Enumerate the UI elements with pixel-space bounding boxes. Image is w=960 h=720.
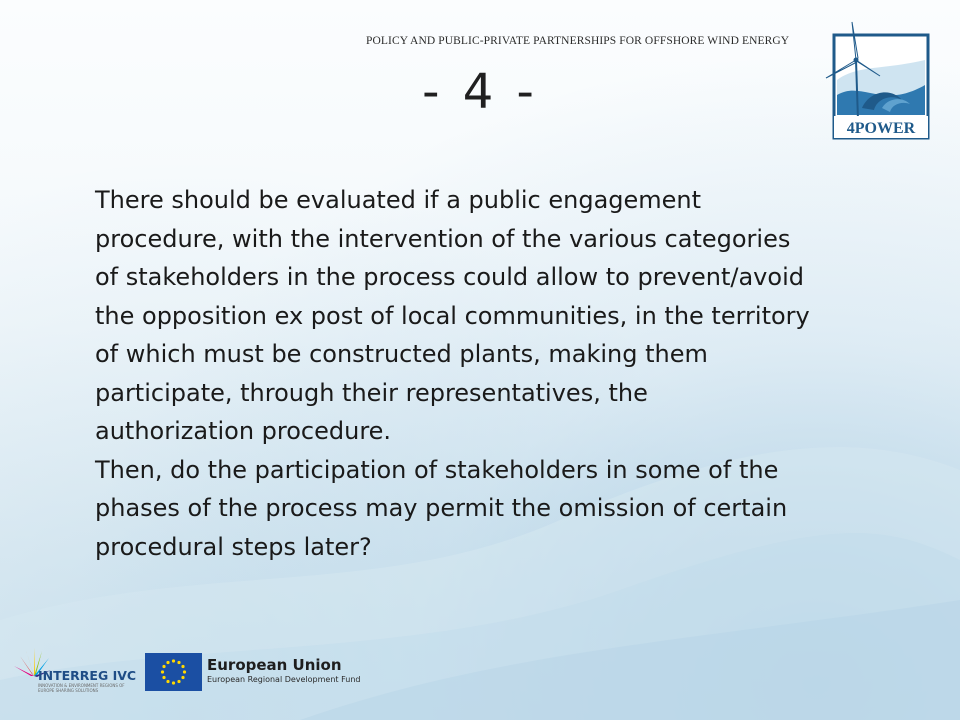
text-line: of stakeholders in the process could allow to prevent/avoid (95, 263, 804, 291)
header-title: POLICY AND PUBLIC-PRIVATE PARTNERSHIPS FOR OFFSHORE WIND ENERGY (366, 35, 790, 47)
eu-flag-icon (145, 653, 202, 691)
eu-logo (145, 653, 370, 693)
interreg-logo (12, 646, 137, 696)
paragraph-1 (95, 181, 915, 451)
page-number: - 4 - (422, 64, 538, 120)
interreg-name: INTERREG IVC (38, 668, 137, 683)
paragraph-2 (95, 451, 915, 567)
wind-turbine-icon (822, 20, 930, 140)
4power-logo (822, 20, 930, 140)
text-line: There should be evaluated if a public engagement (95, 186, 702, 214)
eu-name: European Union (207, 656, 342, 674)
text-line: phases of the process may permit the omission of certain (95, 494, 788, 522)
text-line: participate, through their representatives, the (95, 378, 648, 407)
text-line: of which must be constructed plants, making them (95, 340, 708, 368)
body-text (95, 181, 915, 566)
text-line: procedure, with the intervention of the various categories (95, 224, 791, 253)
eu-fund: European Regional Development Fund (207, 675, 361, 684)
4power-logo-text: 4POWER (846, 120, 916, 137)
text-line: procedural steps later? (95, 532, 372, 561)
text-line: authorization procedure. (95, 417, 392, 445)
text-line: Then, do the participation of stakeholders in some of the (95, 455, 779, 484)
interreg-tagline: INNOVATION & ENVIRONMENT REGIONS OF EUROPE SHARING SOLUTIONS (38, 683, 125, 693)
text-line: the opposition ex post of local communities, in the territory (95, 301, 810, 330)
